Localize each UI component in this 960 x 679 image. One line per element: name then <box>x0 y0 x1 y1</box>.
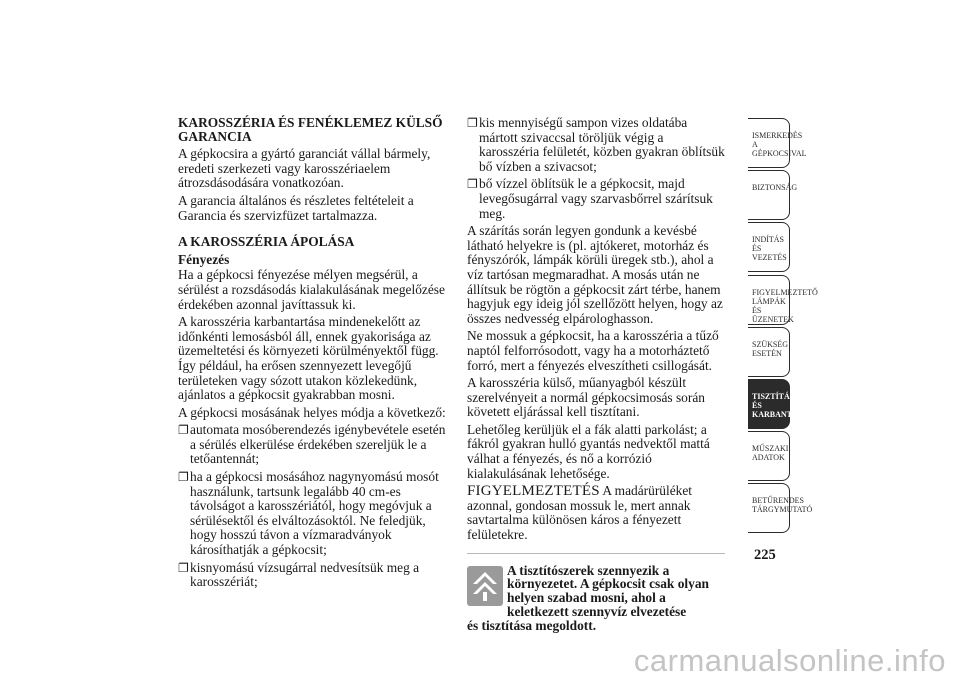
paragraph: A gépkocsira a gyártó garanciát vállal bármely, eredeti szerkezeti vagy karosszériaelem átrozsdásodására vonatkozóan. <box>178 146 431 191</box>
paragraph: A karosszéria külső, műanyagból készült szerelvényeit a normál gépkocsimosás során követett eljárással kell tisztítani. <box>467 375 705 420</box>
paragraph: A garancia általános és részletes feltételeit a Garancia és szervizfüzet tartalmazza. <box>178 192 414 223</box>
tab-safety[interactable]: BIZTONSÁG <box>748 170 790 220</box>
recycle-icon <box>467 566 503 606</box>
paragraph: A karosszéria karbantartása mindenekelőtt az időnkénti lemosásból áll, ennek gyakorisága az üzemeltetési és környezeti körülményektől függ. Így például, ha erősen szennyezett levegőjű területeken vagy sózott utakon közlekedünk, ajánlatos a gépkocsit gyakrabban mosni. <box>178 314 439 403</box>
checkbox-bullet-icon: ❐ <box>467 116 478 130</box>
environment-note <box>467 553 725 633</box>
environment-note-tail: és tisztítása megoldott. <box>467 617 597 633</box>
subheading-paint: Fényezés <box>178 251 230 267</box>
right-column <box>467 116 725 633</box>
watermark: carmanualsonline.info <box>633 643 946 678</box>
warning-paragraph <box>467 484 725 542</box>
list-item: ❐ automata mosóberendezés igénybevétele esetén a sérülés elkerülése érdekében szereljük le a tetőantennát; <box>178 422 446 467</box>
tab-index[interactable]: BETŰRENDES TÁRGYMUTATÓ <box>748 483 790 533</box>
left-column <box>178 116 450 593</box>
warning-text: A madárürüléket azonnal, gondosan mossuk le, mert annak savtartalma különösen káros a fényezett felületekre. <box>467 483 693 543</box>
paragraph: Lehetőleg kerüljük el a fák alatti parkolást; a fákról gyakran hulló gyantás nedvektől mattá válhat a fényezés, és nő a korrózió kialakulásának lehetősége. <box>467 421 710 481</box>
checkbox-bullet-icon: ❐ <box>178 423 189 438</box>
tab-getting-to-know[interactable]: ISMERKEDÉS A GÉPKOCSIVAL <box>748 118 790 168</box>
section-title-warranty: KAROSSZÉRIA ÉS FENÉKLEMEZ KÜLSŐ GARANCIA <box>178 115 443 144</box>
list-item: ❐ kis mennyiségű sampon vizes oldatába mártott szivaccsal töröljük végig a karosszéria felületét, közben gyakran öblítsük bő vízben a szivacsot; <box>467 115 725 174</box>
tab-starting-driving[interactable]: INDÍTÁS ÉS VEZETÉS <box>748 222 790 272</box>
paragraph: A szárítás során legyen gondunk a kevésbé látható helyekre is (pl. ajtókeret, motorház és fényszórók, lámpák körüli üregek stb.), ahol a víz tartósan megmaradhat. A mosás után ne állítsuk be rögtön a gépkocsit zárt térbe, hanem hagyjuk egy ideig jól szellőzött helyen, hogy az összes nedvesség elpárologhasson. <box>467 223 723 326</box>
tab-warning-lights[interactable]: FIGYELMEZTETŐ LÁMPÁK ÉS ÜZENETEK <box>748 275 790 325</box>
section-title-body-care: A KAROSSZÉRIA ÁPOLÁSA <box>178 234 355 250</box>
page-number: 225 <box>754 547 776 563</box>
checkbox-bullet-icon: ❐ <box>467 177 478 192</box>
paragraph: A gépkocsi mosásának helyes módja a következő: <box>178 404 446 420</box>
list-item: ❐ bő vízzel öblítsük le a gépkocsit, majd levegősugárral vagy szarvasbőrrel szárítsuk meg. <box>467 176 713 221</box>
checkbox-bullet-icon: ❐ <box>178 560 189 575</box>
checkbox-bullet-icon: ❐ <box>178 470 189 485</box>
environment-note-text: A tisztítószerek szennyezik a környezetet. A gépkocsit csak olyan helyen szabad mosni, ahol a keletkezett szennyvíz elvezetése <box>507 562 709 620</box>
chapter-tabs <box>748 118 819 536</box>
tab-emergency[interactable]: SZÜKSÉG ESETÉN <box>748 327 790 377</box>
list-item: ❐ ha a gépkocsi mosásához nagynyomású mosót használunk, tartsunk legalább 40 cm-es távolságot a karosszériától, hogy megóvjuk a sérülésektől és elváltozásoktól. Ne feledjük, hogy hosszú távon a vízmaradványok károsíthatják a gépkocsit; <box>178 469 439 558</box>
paragraph: Ne mossuk a gépkocsit, ha a karosszéria a tűző naptól felforrósodott, vagy ha a motorháztető forró, mert a fényezés elveszítheti csillogását. <box>467 328 719 373</box>
tab-technical-data[interactable]: MŰSZAKI ADATOK <box>748 431 790 481</box>
list-item: ❐ kisnyomású vízsugárral nedvesítsük meg a karosszériát; <box>178 559 420 590</box>
tab-cleaning-maintenance[interactable]: TISZTÍTÁS ÉS KARBANTARTÁS <box>748 379 790 429</box>
warning-label: FIGYELMEZTETÉS <box>467 483 600 500</box>
paragraph: Ha a gépkocsi fényezése mélyen megsérül, a sérülést a rozsdásodás kialakulásának megelőzése érdekében azonnal javíttassuk ki. <box>178 267 445 312</box>
